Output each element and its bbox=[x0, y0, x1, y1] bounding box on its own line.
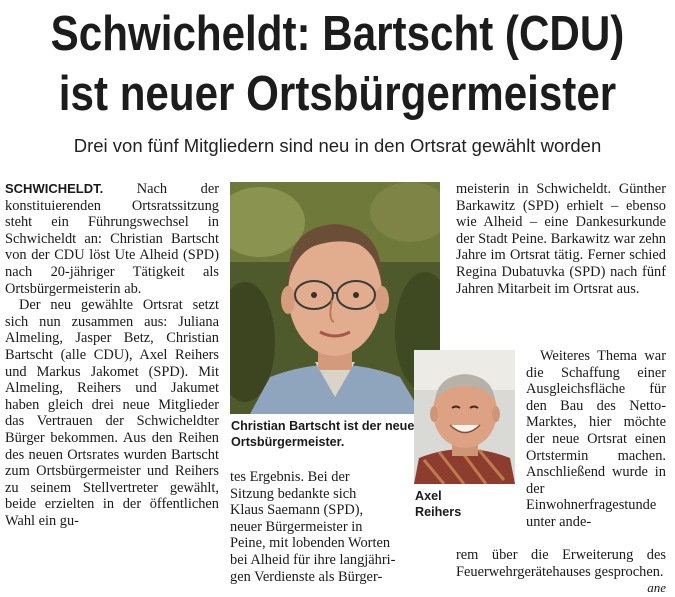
article-column-3-narrow bbox=[526, 348, 666, 531]
article-column-2 bbox=[230, 469, 440, 585]
article-paragraph-4-end-text: rem über die Erweiterung des Feuerwehrgerätehauses gesprochen. bbox=[456, 547, 666, 580]
article-paragraph-1-text: Nach der konstituierenden Ortsratssitzung steht ein Führungswechsel in Schwicheldt an: Christian Bartscht von der CDU löst Ute Alheid (SPD) nach 20-jähriger Tätigkeit als Ortsbürgermeisterin ab. bbox=[5, 181, 219, 297]
column-2-line: neuer Bürgermeister in bbox=[230, 518, 363, 535]
headline-line-2: ist neuer Ortsbürgermeister bbox=[58, 67, 617, 121]
author-initials: ane bbox=[647, 580, 666, 596]
column-2-line: bei Alheid für ihre langjähri- bbox=[230, 551, 396, 568]
article-paragraph-3: meisterin in Schwicheldt. Günther Barkawitz (SPD) erhielt – ebenso wie Alheid – eine Dankesurkunde der Stadt Peine. Barkawitz war zehn Jahre im Ortsrat tätig. Ferner schied Regina Dubatuvka (SPD) nach fünf Jahren Mitarbeit im Ortsrat aus. bbox=[456, 181, 666, 297]
column-2-line: Sitzung bedankte sich bbox=[230, 485, 357, 502]
dateline: SCHWICHELDT. bbox=[5, 181, 104, 196]
column-2-line: tes Ergebnis. Bei der bbox=[230, 469, 350, 485]
article-column-1 bbox=[5, 181, 219, 529]
portrait-reihers-image bbox=[414, 350, 515, 484]
article-column-3 bbox=[456, 181, 666, 297]
photo-axel-reihers bbox=[414, 350, 515, 484]
article-paragraph-2: Der neu gewählte Ortsrat setzt sich nun zusammen aus: Juliana Almeling, Jasper Betz, Christian Bartscht (alle CDU), Axel Reihers und Markus Jakomet (SPD). Mit Almeling, Reihers und Jakumet haben gleich drei neue Mitglieder das Vertrauen der Schwicheldter Bürger bekommen. Aus den Reihen des neuen Ortsrates wurden Bartscht zum Ortsbürgermeister und Reihers zu seinem Stellvertreter gewählt, beide erzielten in der öffentlichen Wahl ein gu- bbox=[5, 297, 219, 529]
portrait-bartscht-image bbox=[230, 182, 440, 414]
article-paragraph-4-end bbox=[456, 547, 666, 596]
column-2-line: Klaus Saemann (SPD), bbox=[230, 502, 364, 519]
column-2-line: Peine, mit lobenden Worten bbox=[230, 535, 391, 552]
column-2-line: gen Verdienste als Bürger- bbox=[230, 568, 383, 585]
headline-line-1: Schwicheldt: Bartscht (CDU) bbox=[50, 7, 625, 61]
photo-caption-inset: Axel Reihers bbox=[415, 489, 462, 519]
article-column-3-wide bbox=[456, 547, 666, 597]
article-paragraph-1 bbox=[5, 181, 219, 297]
article-paragraph-4: Weiteres Thema war die Schaffung einer Ausgleichsfläche für den Bau des Netto-Marktes, hier möchte der neue Ortsrat einen Ortstermin machen. Anschließend wurde in der Einwohnerfragestunde unter ande- bbox=[526, 348, 666, 530]
subheadline: Drei von fünf Mitgliedern sind neu in den Ortsrat gewählt worden bbox=[73, 135, 602, 156]
photo-caption-main: Christian Bartscht ist der neue Ortsbürgermeister. bbox=[231, 419, 415, 449]
photo-christian-bartscht bbox=[230, 182, 440, 414]
